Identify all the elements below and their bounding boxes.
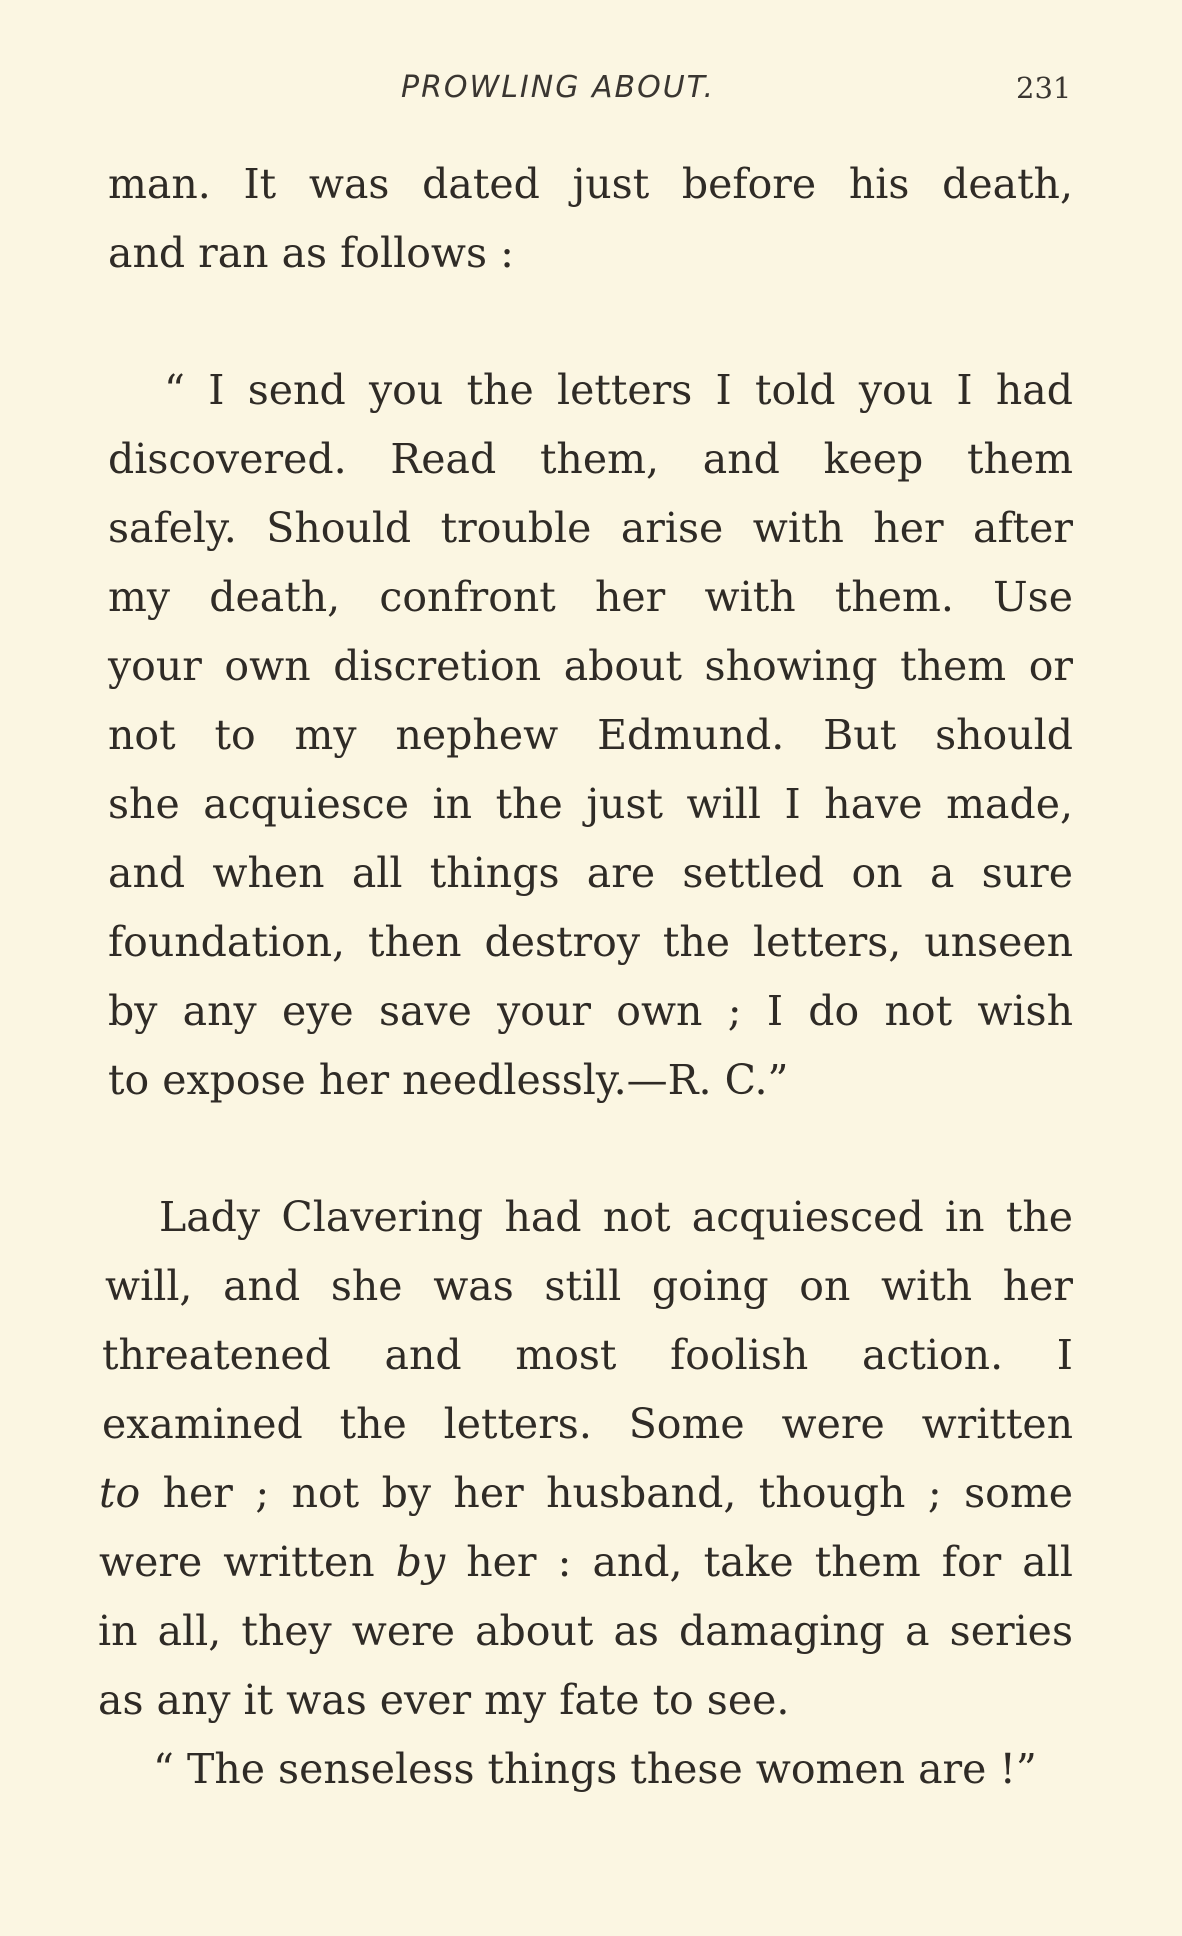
quoted-letter-line: discovered. Read them, and keep them <box>108 435 1073 483</box>
emphasis-to: to <box>99 1469 141 1517</box>
running-title: PROWLING ABOUT. <box>401 70 715 105</box>
paragraph-line: Lady Clavering had not acquiesced in the <box>159 1193 1073 1241</box>
quoted-letter-line: your own discretion about showing them or <box>108 642 1073 690</box>
quoted-letter-line: and when all things are settled on a sure <box>108 849 1073 897</box>
quoted-letter-line: foundation, then destroy the letters, unseen <box>108 918 1073 966</box>
body-text <box>98 150 1073 1804</box>
paragraph-line: will, and she was still going on with her <box>105 1262 1073 1310</box>
quoted-letter-line: my death, confront her with them. Use <box>108 573 1073 621</box>
line-text: her ; not by her husband, though ; some <box>162 1469 1073 1517</box>
line-text: were written <box>99 1538 396 1586</box>
text-line: man. It was dated just before his death, <box>108 160 1073 208</box>
paragraph-line: as any it was ever my fate to see. <box>98 1676 790 1724</box>
paragraph-line: examined the letters. Some were written <box>102 1400 1073 1448</box>
quoted-letter-line: “ I send you the letters I told you I had <box>164 366 1073 414</box>
paragraph-line <box>99 1528 1073 1597</box>
page-number: 231 <box>1016 71 1072 105</box>
paragraph-line <box>99 1459 1073 1528</box>
emphasis-by: by <box>395 1538 446 1586</box>
paragraph-line: in all, they were about as damaging a series <box>98 1607 1073 1655</box>
page-header <box>0 70 1182 110</box>
text-line: and ran as follows : <box>108 229 514 277</box>
line-text: her : and, take them for all <box>466 1538 1073 1586</box>
quoted-letter-line: to expose her needlessly.—R. C.” <box>108 1056 789 1104</box>
paragraph-line: “ The senseless things these women are !” <box>153 1745 1037 1793</box>
quoted-letter-line: she acquiesce in the just will I have made, <box>108 780 1073 828</box>
paragraph-line: threatened and most foolish action. I <box>102 1331 1073 1379</box>
quoted-letter-line: by any eye save your own ; I do not wish <box>108 987 1073 1035</box>
quoted-letter-line: safely. Should trouble arise with her after <box>108 504 1073 552</box>
quoted-letter-line: not to my nephew Edmund. But should <box>108 711 1073 759</box>
